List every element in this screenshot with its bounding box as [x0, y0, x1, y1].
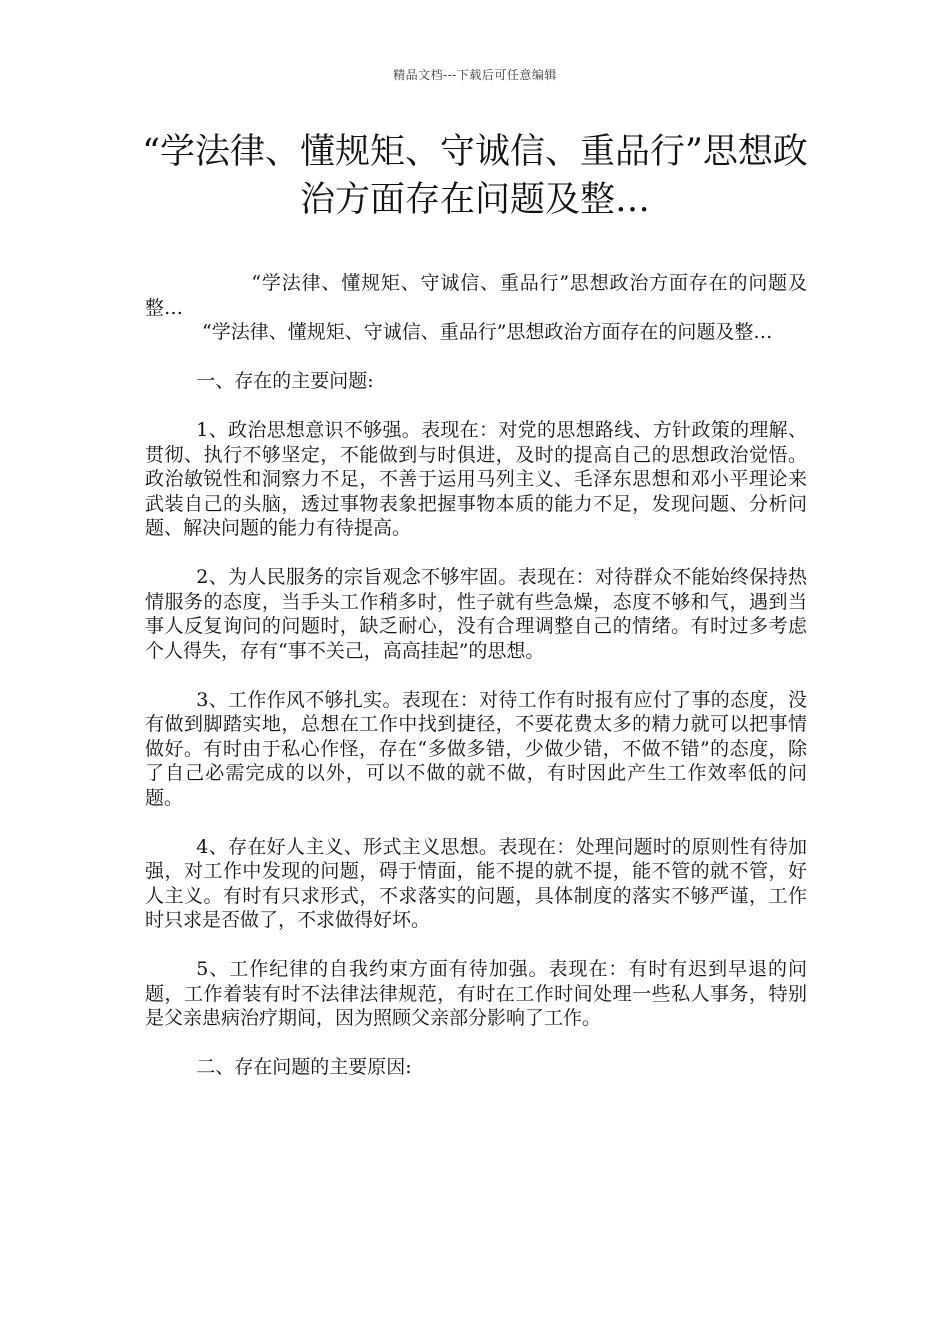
header-note: 精品文档---下载后可任意编辑 [393, 68, 557, 82]
intro-paragraph: “学法律、懂规矩、守诚信、重品行”思想政治方面存在的问题及整… [145, 272, 807, 319]
intro-paragraph: “学法律、懂规矩、守诚信、重品行”思想政治方面存在的问题及整… [202, 321, 773, 343]
list-item: 1、政治思想意识不够强。表现在：对党的思想路线、方针政策的理解、贯彻、执行不够坚定，不能做到与时俱进，及时的提高自己的思想政治觉悟。政治敏锐性和洞察力不足，不善于运用马列主义、毛泽东思想和邓小平理论来武装自己的头脑，透过事物表象把握事物本质的能力不足，发现问题、分析问题、解决问题的能力有待提高。 [145, 419, 807, 539]
document-title: “学法律、懂规矩、守诚信、重品行”思想政治方面存在问题及整… [142, 132, 808, 220]
list-item: 3、工作作风不够扎实。表现在：对待工作有时报有应付了事的态度，没有做到脚踏实地，总想在工作中找到捷径，不要花费太多的精力就可以把事情做好。有时由于私心作怪，存在“多做多错，少做少错，不做不错”的态度，除了自己必需完成的以外，可以不做的就不做，有时因此产生工作效率低的问题。 [145, 688, 807, 809]
list-item: 4、存在好人主义、形式主义思想。表现在：处理问题时的原则性有待加强，对工作中发现的问题，碍于情面，能不提的就不提，能不管的就不管，好人主义。有时有只求形式，不求落实的问题，具体制度的落实不够严谨，工作时只求是否做了，不求做得好坏。 [145, 835, 807, 931]
list-item: 2、为人民服务的宗旨观念不够牢固。表现在：对待群众不能始终保持热情服务的态度，当手头工作稍多时，性子就有些急燥，态度不够和气，遇到当事人反复询问的问题时，缺乏耐心，没有合理调整自己的情绪。有时过多考虑个人得失，存有“事不关己，高高挂起”的思想。 [145, 566, 807, 662]
section-heading: 二、存在问题的主要原因: [196, 1056, 412, 1078]
section-heading: 一、存在的主要问题: [196, 370, 374, 392]
list-item: 5、工作纪律的自我约束方面有待加强。表现在：有时有迟到早退的问题，工作着装有时不法律法律规范，有时在工作时间处理一些私人事务，特别是父亲患病治疗期间，因为照顾父亲部分影响了工作。 [145, 958, 807, 1029]
document-body [145, 271, 807, 1080]
